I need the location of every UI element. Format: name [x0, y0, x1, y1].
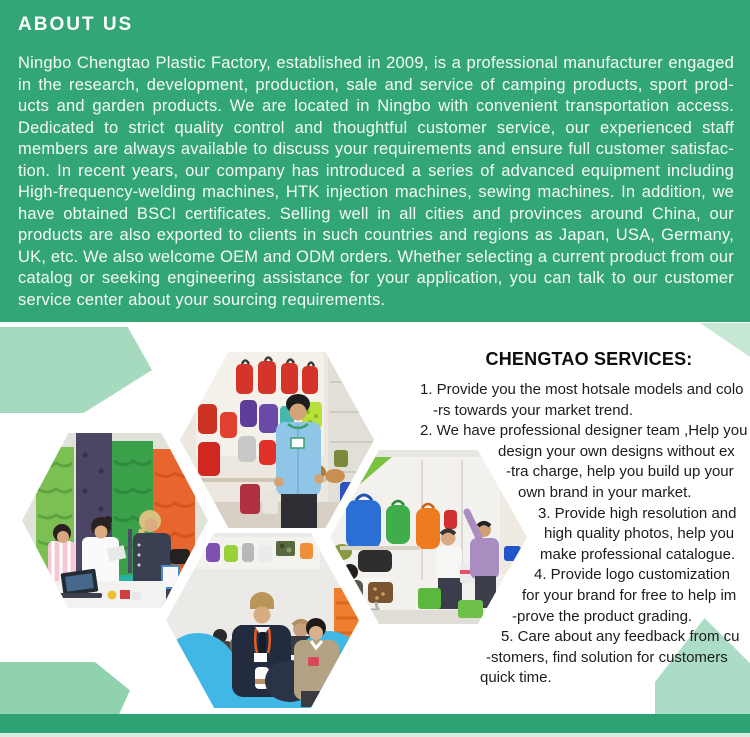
- description-line: ucts and garden products. We are located in Ningbo with convenient transportation access.: [18, 97, 734, 115]
- service-line: 5. Care about any feedback from cu: [501, 628, 740, 646]
- service-line: -stomers, find solution for customers: [486, 648, 728, 666]
- service-line: 4. Provide logo customization: [534, 566, 730, 584]
- description-line: service center about your sourcing requirements.: [18, 290, 386, 309]
- service-line: high quality photos, help you: [544, 525, 735, 543]
- services-list: [420, 380, 748, 689]
- page-title: ABOUT US: [18, 14, 134, 35]
- drybag-wall-illustration: [180, 352, 374, 528]
- service-line: -rs towards your market trend.: [433, 401, 634, 419]
- about-header-block: [0, 0, 750, 322]
- service-line: -tra charge, help you build up your: [506, 463, 734, 481]
- service-line: for your brand for free to help im: [522, 586, 737, 604]
- service-line: 3. Provide high resolution and: [538, 504, 737, 522]
- service-line: quick time.: [480, 669, 552, 687]
- mats-booth-illustration: [22, 433, 208, 608]
- service-line: own brand in your market.: [518, 483, 692, 501]
- bottom-green-bar: [0, 714, 750, 733]
- service-line: design your own designs without ex: [498, 442, 735, 460]
- decor-hexagon-top-left: [0, 327, 152, 413]
- description-line: products are also exported to clients in such countries and regions as Japan, USA, Germany,: [18, 226, 734, 244]
- photo-hexagon-sofa-meeting: [166, 533, 359, 708]
- description-line: High-frequency-welding machines, HTK injection machines, sewing machines. In addition, we: [18, 183, 734, 201]
- photo-hexagon-mats-booth: [22, 433, 208, 608]
- service-line: 2. We have professional designer team ,Help you: [420, 422, 748, 440]
- bottom-light-strip: [0, 733, 750, 737]
- services-heading: CHENGTAO SERVICES:: [485, 349, 693, 369]
- description-line: in the research, development, production, sale and service of camping products, sport prod-: [18, 75, 734, 94]
- description-line: members are always available to discuss your requirements and ensure full customer satisfac-: [18, 140, 734, 158]
- description-line: Ningbo Chengtao Plastic Factory, established in 2009, is a professional manufacturer engaged: [18, 54, 734, 72]
- description-line: Dedicated to strict quality control and thoughtful customer service, our experienced staff: [18, 118, 734, 137]
- service-line: make professional catalogue.: [540, 545, 736, 563]
- service-line: -prove the product grading.: [512, 607, 693, 625]
- description-line: catalog or seeking engineering assistance for your application, you can talk to our customer: [18, 269, 734, 287]
- description-line: have obtained BSCI certificates. Selling well in all cities and provinces around China, our: [18, 204, 734, 223]
- photo-hexagon-drybag-wall: [180, 352, 374, 528]
- company-description: [18, 53, 734, 311]
- description-line: tion. In recent years, our company has introduced a series of advanced equipment including: [18, 161, 734, 180]
- sofa-meeting-illustration: [166, 533, 359, 708]
- service-line: 1. Provide you the most hotsale models and colo: [420, 381, 744, 398]
- description-line: UK, etc. We also welcome OEM and ODM orders. Whether selecting a current product from our: [18, 247, 734, 266]
